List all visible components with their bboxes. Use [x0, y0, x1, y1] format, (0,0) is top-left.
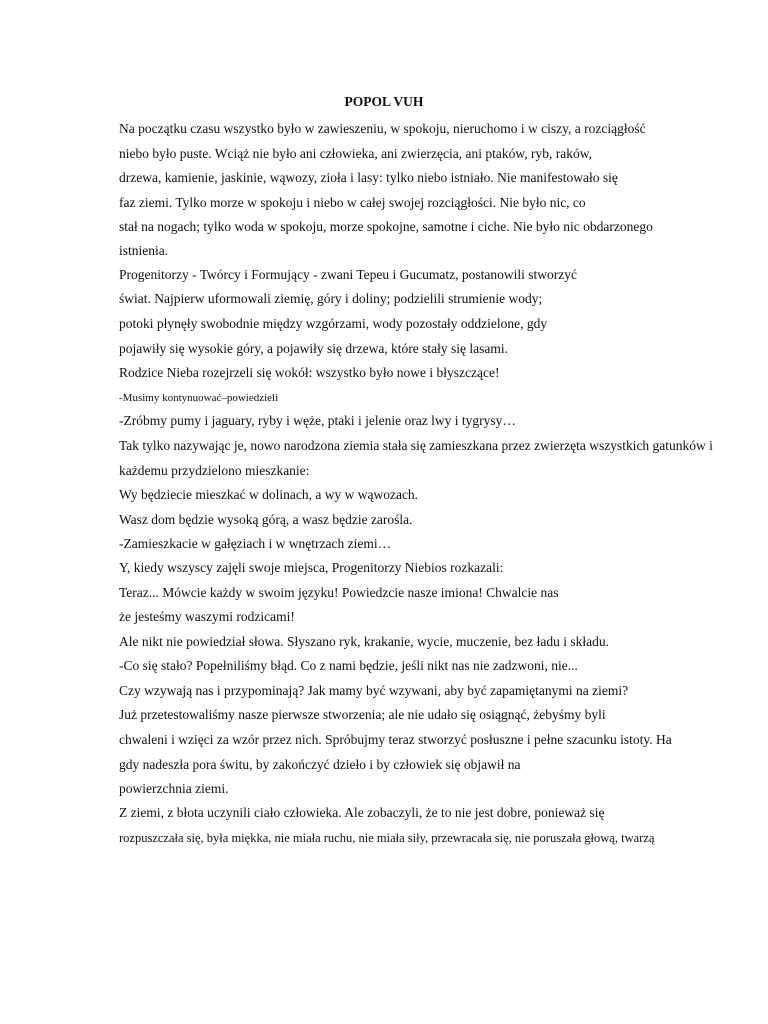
text-line-4: faz ziemi. Tylko morze w spokoju i niebo w całej swojej rozciągłości. Nie było nic, co — [119, 195, 586, 210]
text-line-12: -Musimy kontynuować–powiedzieli — [119, 392, 279, 404]
text-line-21: że jesteśmy waszymi rodzicami! — [119, 609, 295, 624]
text-line-16: Wy będziecie mieszkać w dolinach, a wy w wąwozach. — [119, 487, 419, 502]
text-line-30: rozpuszczała się, była miękka, nie miała ruchu, nie miała siły, przewracała się, nie poruszała głową, twarzą — [119, 831, 655, 845]
text-line-10: pojawiły się wysokie góry, a pojawiły się drzewa, które stały się lasami. — [119, 341, 509, 356]
text-line-20: Teraz... Mówcie każdy w swoim języku! Powiedzcie nasze imiona! Chwalcie nas — [119, 585, 559, 600]
document-title: POPOL VUH — [344, 94, 424, 109]
text-line-6: istnienia. — [119, 243, 169, 258]
text-line-8: świat. Najpierw uformowali ziemię, góry i doliny; podzielili strumienie wody; — [119, 291, 543, 306]
text-line-29: Z ziemi, z błota uczynili ciało człowieka. Ale zobaczyli, że to nie jest dobre, ponieważ się — [119, 805, 605, 820]
text-line-22: Ale nikt nie powiedział słowa. Słyszano ryk, krakanie, wycie, muczenie, bez ładu i składu. — [119, 634, 609, 649]
text-line-9: potoki płynęły swobodnie między wzgórzami, wody pozostały oddzielone, gdy — [119, 316, 548, 331]
text-line-3: drzewa, kamienie, jaskinie, wąwozy, zioła i lasy: tylko niebo istniało. Nie manifestowało się — [119, 170, 618, 185]
text-line-14: Tak tylko nazywając je, nowo narodzona ziemia stała się zamieszkana przez zwierzęta wszystkich gatunków i — [119, 438, 713, 453]
text-line-2: niebo było puste. Wciąż nie było ani człowieka, ani zwierzęcia, ani ptaków, ryb, raków, — [119, 146, 592, 161]
text-line-7: Progenitorzy - Twórcy i Formujący - zwani Tepeu i Gucumatz, postanowili stworzyć — [119, 267, 577, 282]
text-line-17: Wasz dom będzie wysoką górą, a wasz będzie zarośla. — [119, 512, 413, 527]
text-line-11: Rodzice Nieba rozejrzeli się wokół: wszystko było nowe i błyszczące! — [119, 365, 500, 380]
text-line-27: gdy nadeszła pora świtu, by zakończyć dzieło i by człowiek się objawił na — [119, 757, 521, 772]
text-line-1: Na początku czasu wszystko było w zawieszeniu, w spokoju, nieruchomo i w ciszy, a rozciągłość — [119, 121, 646, 136]
text-line-13: -Zróbmy pumy i jaguary, ryby i węże, ptaki i jelenie oraz lwy i tygrysy… — [119, 413, 516, 428]
text-line-26: chwaleni i wzięci za wzór przez nich. Spróbujmy teraz stworzyć posłuszne i pełne szacunku istoty. Ha — [119, 732, 672, 747]
text-line-18: -Zamieszkacie w gałęziach i w wnętrzach ziemi… — [119, 536, 392, 551]
text-line-15: każdemu przydzielono mieszkanie: — [119, 463, 310, 478]
text-line-28: powierzchnia ziemi. — [119, 781, 229, 796]
text-line-23: -Co się stało? Popełniliśmy błąd. Co z nami będzie, jeśli nikt nas nie zadzwoni, nie... — [119, 658, 578, 673]
text-line-24: Czy wzywają nas i przypominają? Jak mamy być wzywani, aby być zapamiętanymi na ziemi? — [119, 683, 629, 698]
text-line-5: stał na nogach; tylko woda w spokoju, morze spokojne, samotne i ciche. Nie było nic obdarzonego — [119, 219, 653, 234]
text-line-25: Już przetestowaliśmy nasze pierwsze stworzenia; ale nie udało się osiągnąć, żebyśmy byli — [119, 707, 606, 722]
text-line-19: Y, kiedy wszyscy zajęli swoje miejsca, Progenitorzy Niebios rozkazali: — [119, 560, 504, 575]
